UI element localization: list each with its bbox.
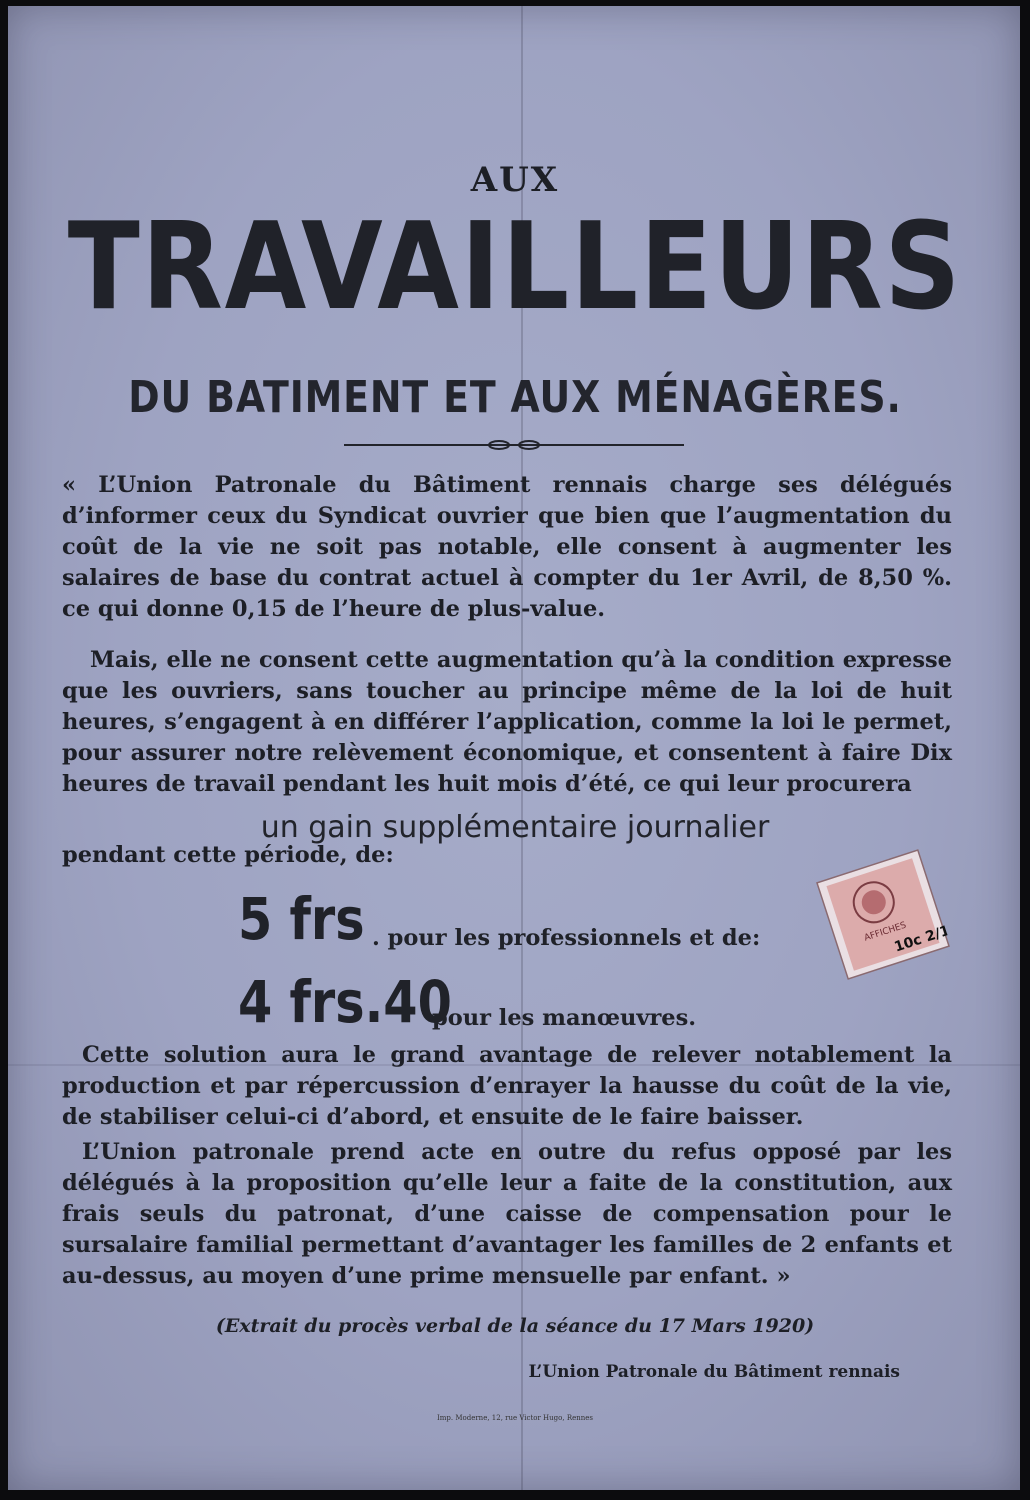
amount-laborers: 4 frs.40	[238, 968, 452, 1036]
amount-professionals-label: . pour les professionnels et de:	[372, 925, 761, 951]
paragraph-salary-increase: « L’Union Patronale du Bâtiment rennais charge ses délégués d’informer ceux du Syndicat ouvrier que bien que l’augmentation du coût de la vie ne soit pas notable, elle consent à augmenter les salaires de base du contrat actuel à compter du 1er Avril, de 8,50 %. ce qui donne 0,15 de l’heure de plus-value.	[62, 472, 952, 622]
gain-line: un gain supplémentaire journalier	[260, 810, 770, 845]
period-line: pendant cette période, de:	[62, 842, 394, 868]
poster-title: TRAVAILLEURS	[67, 198, 963, 337]
ornamental-rule	[344, 438, 684, 452]
poster-aux: AUX	[470, 160, 560, 200]
poster-subtitle: DU BATIMENT ET AUX MÉNAGÈRES.	[128, 372, 902, 423]
stamp-value: 10c 2/10	[892, 919, 952, 956]
paragraph-condition: Mais, elle ne consent cette augmentation qu’à la condition expresse que les ouvriers, sans toucher au principe même de la loi de huit heures, s’engagent à en différer l’application, comme la loi le permet, pour assurer notre relèvement économique, et consentent à faire Dix heures de travail pendant les huit mois d’été, ce qui leur procurera	[62, 647, 952, 797]
printer-imprint: Imp. Moderne, 12, rue Victor Hugo, Rennes	[437, 1414, 593, 1422]
paragraph-refusal: L’Union patronale prend acte en outre du refus opposé par les délégués à la proposition qu’elle leur a faite de la constitution, aux frais seuls du patronat, d’une caisse de compensation pour le sursalaire familial permettant d’avantager les familles de 2 enfants et au-dessus, au moyen d’une prime mensuelle par enfant. »	[62, 1139, 952, 1289]
amount-professionals: 5 frs	[238, 885, 365, 953]
paragraph-advantage: Cette solution aura le grand avantage de relever notablement la production et par répercussion d’enrayer la hausse du coût de la vie, de stabiliser celui-ci d’abord, et ensuite de le faire baisser.	[62, 1042, 952, 1130]
signature: L’Union Patronale du Bâtiment rennais	[528, 1362, 900, 1382]
stamp-label: AFFICHES	[863, 920, 908, 944]
extract-note: (Extrait du procès verbal de la séance du 17 Mars 1920)	[215, 1315, 815, 1337]
amount-laborers-label: pour les manœuvres.	[432, 1005, 697, 1031]
